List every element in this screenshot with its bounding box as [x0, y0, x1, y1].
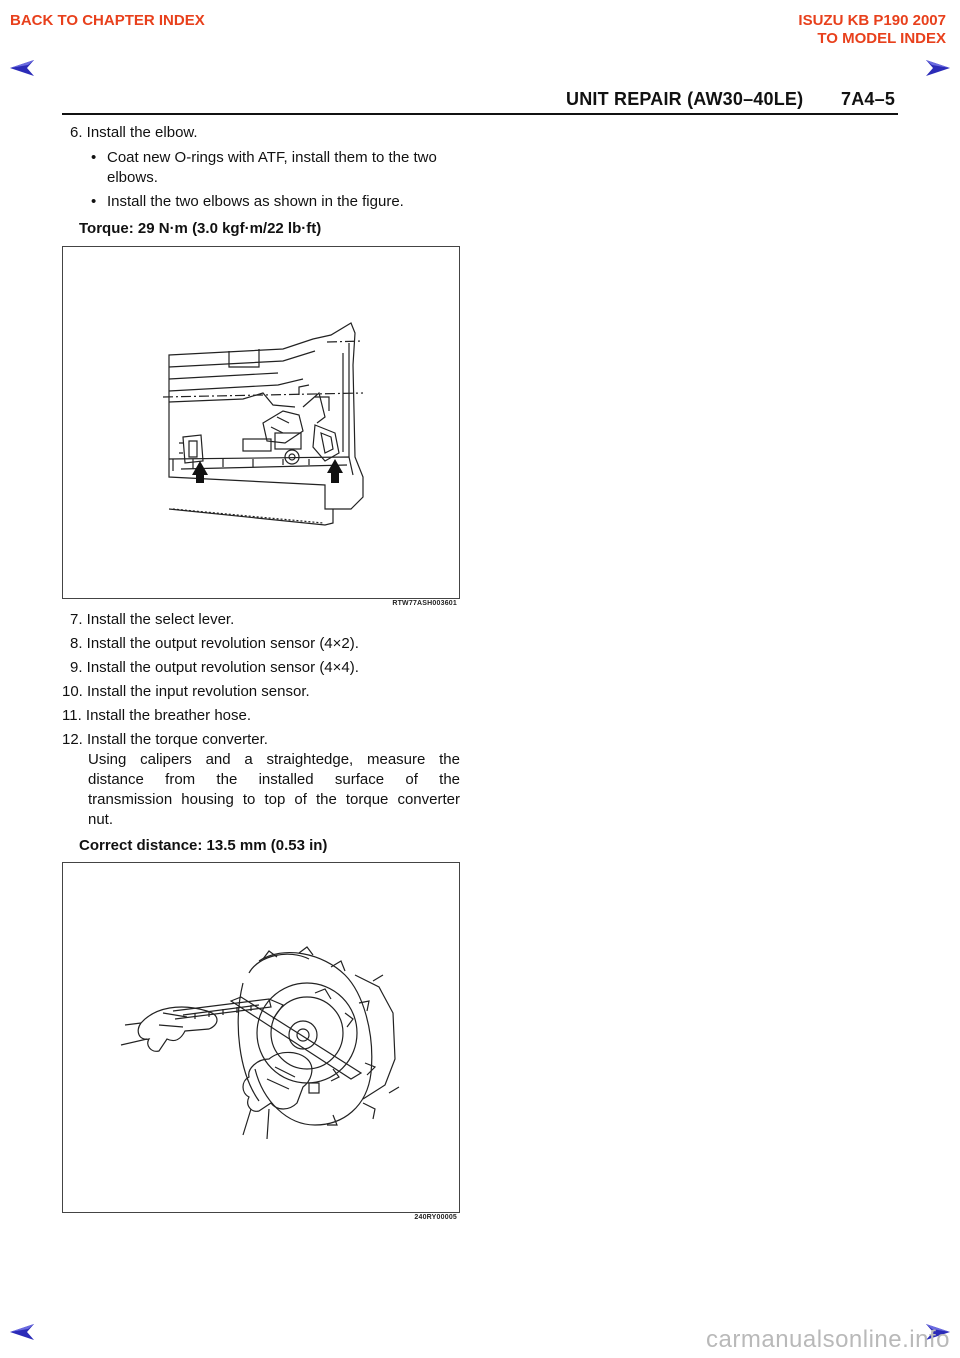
figure-2-code: 240RY00005 [414, 1214, 457, 1221]
bullet-icon: • [91, 149, 97, 166]
transmission-elbow-illustration [63, 247, 459, 598]
bullet-icon: • [91, 193, 97, 210]
step-9: 9. Install the output revolution sensor (4×4). [70, 659, 359, 676]
model-title-link[interactable]: ISUZU KB P190 2007 [798, 12, 946, 29]
header-divider [62, 113, 898, 115]
step-12-detail-line-3: transmission housing to top of the torque converter [88, 791, 460, 808]
figure-1-code: RTW77ASH003601 [392, 600, 457, 607]
step-6-bullet-2: Install the two elbows as shown in the figure. [107, 193, 404, 210]
step-12-detail-line-2: distance from the installed surface of the [88, 771, 460, 788]
previous-page-arrow-icon[interactable] [8, 58, 38, 78]
step-6-bullet-1-line-2: elbows. [107, 169, 158, 186]
back-to-chapter-index-link[interactable]: BACK TO CHAPTER INDEX [10, 12, 205, 29]
to-model-index-link[interactable]: TO MODEL INDEX [817, 30, 946, 47]
footer-watermark: carmanualsonline.info [706, 1326, 950, 1353]
correct-distance-spec: Correct distance: 13.5 mm (0.53 in) [79, 837, 328, 854]
step-12: 12. Install the torque converter. [62, 731, 268, 748]
step-6-bullet-1-line-1: Coat new O-rings with ATF, install them to the two [107, 149, 437, 166]
step-12-detail-line-4: nut. [88, 811, 114, 828]
torque-converter-measurement-figure [62, 862, 460, 1221]
step-6-heading: 6. Install the elbow. [70, 124, 198, 141]
previous-page-arrow-bottom-icon[interactable] [8, 1322, 38, 1342]
elbow-installation-figure [62, 246, 460, 607]
step-10: 10. Install the input revolution sensor. [62, 683, 310, 700]
section-title: UNIT REPAIR (AW30–40LE) [566, 89, 804, 109]
calipers-straightedge-illustration [63, 863, 459, 1212]
step-11: 11. Install the breather hose. [62, 707, 252, 724]
step-12-detail-line-1: Using calipers and a straightedge, measure the [88, 751, 460, 768]
page-number: 7A4–5 [841, 89, 896, 109]
next-page-arrow-icon[interactable] [922, 58, 952, 78]
step-8: 8. Install the output revolution sensor (4×2). [70, 635, 359, 652]
torque-spec: Torque: 29 N·m (3.0 kgf·m/22 lb·ft) [79, 220, 322, 237]
step-7: 7. Install the select lever. [70, 611, 235, 628]
